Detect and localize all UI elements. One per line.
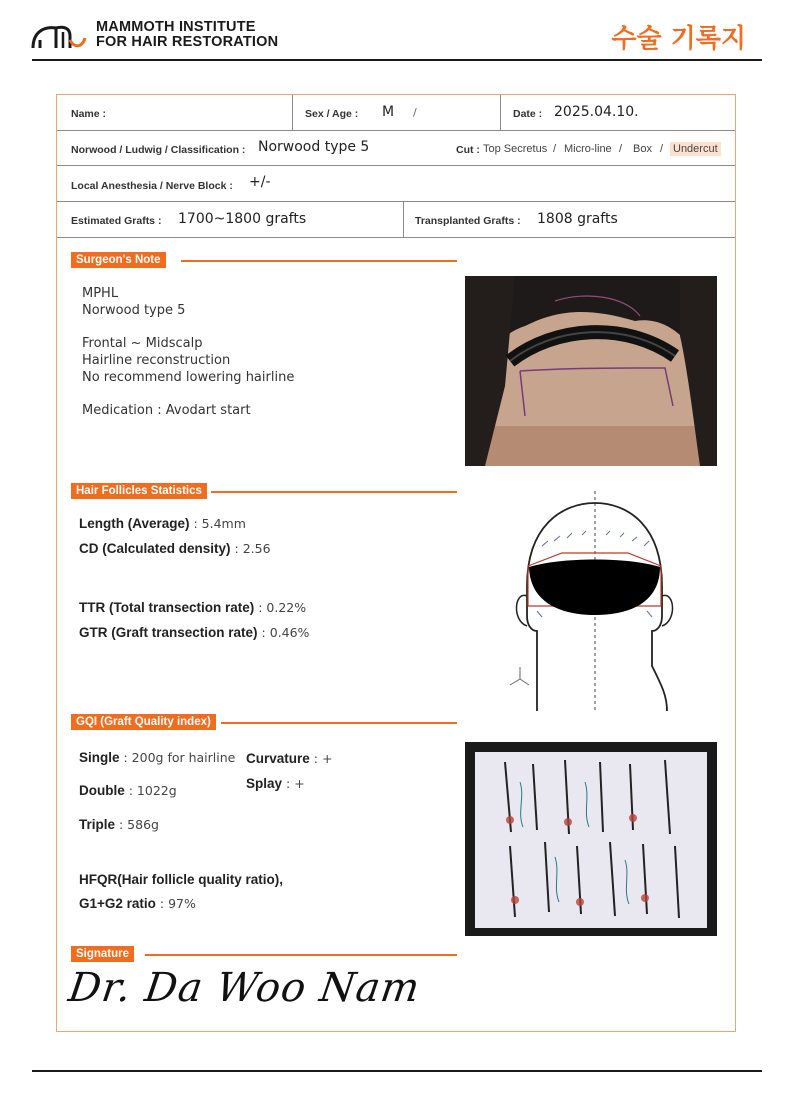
note-line: MPHL [82, 286, 119, 301]
cut-separator: / [660, 143, 664, 155]
divider [403, 202, 404, 237]
age-separator: / [413, 106, 417, 119]
signature-text: Dr. Da Woo Nam [65, 965, 424, 1011]
gqi-triple: Triple : 586g [79, 817, 159, 832]
gqi-hfqr: HFQR(Hair follicle quality ratio), [79, 872, 284, 887]
mammoth-logo-icon [30, 18, 88, 54]
section-surgeon-note [71, 252, 457, 268]
section-rule [211, 491, 457, 493]
divider [292, 95, 293, 130]
donor-area-head-diagram [502, 491, 682, 711]
stat-gtr: GTR (Graft transection rate) : 0.46% [79, 625, 310, 640]
anesthesia-label: Local Anesthesia / Nerve Block : [71, 180, 233, 192]
cut-separator: / [619, 143, 623, 155]
gqi-double: Double : 1022g [79, 783, 177, 798]
header-divider [32, 59, 762, 61]
document-title: 수술 기록지 [611, 24, 746, 54]
name-label: Name : [71, 108, 107, 120]
note-line: Hairline reconstruction [82, 353, 231, 368]
row-grafts [57, 202, 735, 238]
note-line: Frontal ~ Midscalp [82, 336, 203, 351]
row-classification [57, 131, 735, 166]
section-signature [71, 946, 457, 962]
section-rule [221, 722, 457, 724]
footer-divider [32, 1070, 762, 1072]
anesthesia-value: +/- [249, 174, 271, 190]
cut-option-micro-line: Micro-line [564, 143, 612, 155]
note-line: Medication : Avodart start [82, 403, 251, 418]
sex-age-label: Sex / Age : [305, 108, 359, 120]
section-heading: Hair Follicles Statistics [71, 483, 207, 499]
section-hair-follicles-statistics [71, 483, 457, 499]
divider [500, 95, 501, 130]
record-form [56, 94, 736, 1032]
row-name-sex-date [57, 95, 735, 131]
section-rule [181, 260, 457, 262]
date-label: Date : [513, 108, 543, 120]
estimated-grafts-label: Estimated Grafts : [71, 215, 162, 227]
note-line: Norwood type 5 [82, 303, 186, 318]
hairline-photo [465, 276, 717, 466]
section-heading: GQI (Graft Quality index) [71, 714, 216, 730]
classification-value: Norwood type 5 [258, 139, 370, 155]
logo-line-2: FOR HAIR RESTORATION [96, 34, 279, 50]
sex-value: M [382, 104, 395, 120]
stat-length: Length (Average) : 5.4mm [79, 516, 246, 531]
cut-option-top-secretus: Top Secretus [483, 143, 548, 155]
section-heading: Surgeon's Note [71, 252, 166, 268]
logo-line-1: MAMMOTH INSTITUTE [96, 19, 256, 35]
stat-ttr: TTR (Total transection rate) : 0.22% [79, 600, 307, 615]
classification-label: Norwood / Ludwig / Classification : [71, 144, 246, 156]
section-gqi [71, 714, 457, 730]
cut-option-box: Box [633, 143, 652, 155]
estimated-grafts-value: 1700~1800 grafts [178, 211, 307, 227]
transplanted-grafts-label: Transplanted Grafts : [415, 215, 521, 227]
section-heading: Signature [71, 946, 134, 962]
date-value: 2025.04.10. [554, 104, 639, 120]
gqi-single: Single : 200g for hairline [79, 750, 236, 765]
gqi-g1g2: G1+G2 ratio : 97% [79, 896, 196, 911]
logo-text [96, 20, 278, 50]
stat-cd: CD (Calculated density) : 2.56 [79, 541, 271, 556]
cut-separator: / [553, 143, 557, 155]
row-anesthesia [57, 166, 735, 202]
gqi-splay: Splay : + [246, 776, 305, 791]
grafts-photo [465, 742, 717, 936]
transplanted-grafts-value: 1808 grafts [537, 211, 618, 227]
note-line: No recommend lowering hairline [82, 370, 295, 385]
section-rule [145, 954, 457, 956]
gqi-curvature: Curvature : + [246, 751, 333, 766]
cut-label: Cut : [456, 144, 480, 156]
cut-option-undercut-selected: Undercut [670, 142, 721, 156]
